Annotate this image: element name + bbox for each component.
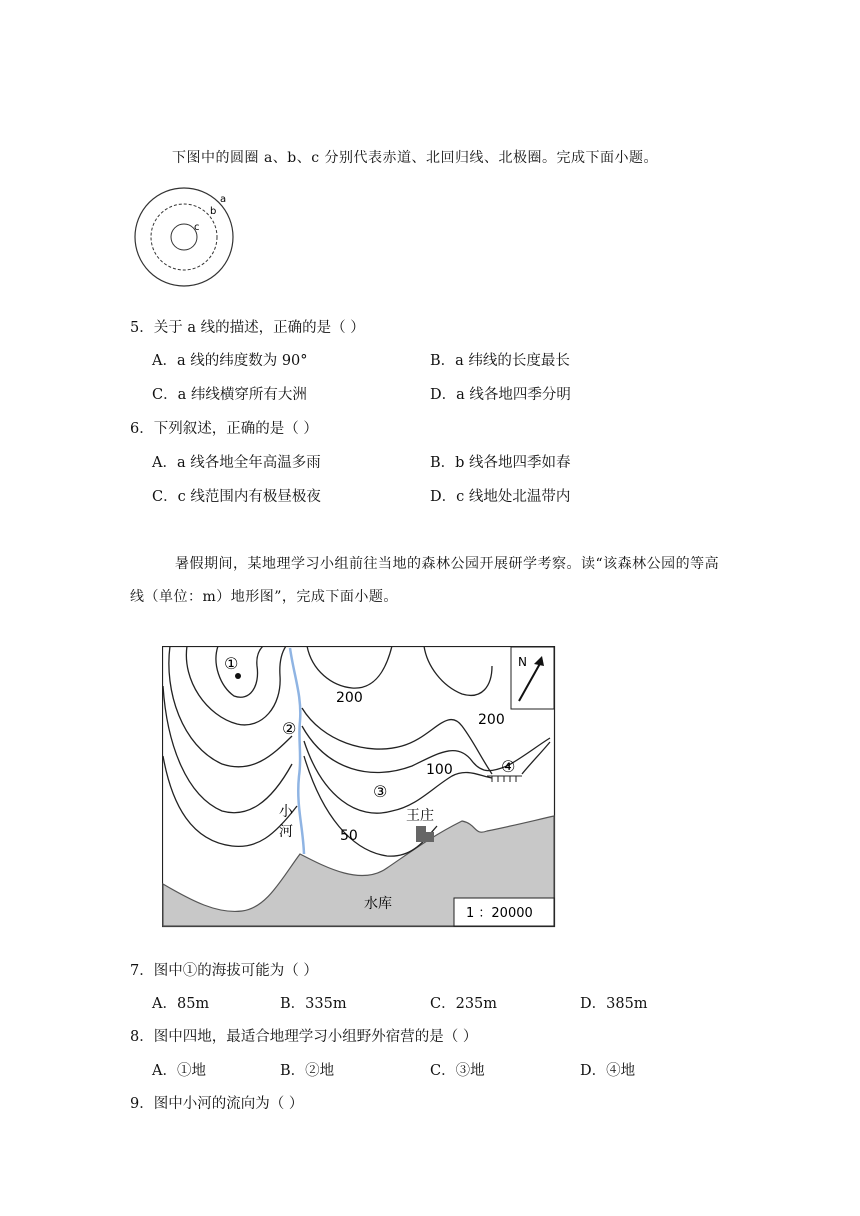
q6-option-a[interactable]: A．a 线各地全年高温多雨 [152, 455, 321, 471]
contour-label-50: 50 [340, 828, 358, 844]
q6-option-d[interactable]: D．c 线地处北温带内 [430, 489, 571, 505]
circle-a [135, 188, 233, 286]
question-5-stem: 5．关于 a 线的描述，正确的是（ ） [130, 320, 365, 336]
question-6-stem: 6．下列叙述，正确的是（ ） [130, 421, 318, 437]
question-8-stem: 8．图中四地，最适合地理学习小组野外宿营的是（ ） [130, 1029, 478, 1045]
q8-option-d[interactable]: D．④地 [580, 1063, 636, 1079]
intro-text-2-line2: 线（单位：m）地形图”，完成下面小题。 [130, 589, 398, 605]
circle-label-c: c [194, 222, 200, 233]
q6-option-b[interactable]: B．b 线各地四季如春 [430, 455, 571, 471]
q6-option-c[interactable]: C．c 线范围内有极昼极夜 [152, 489, 321, 505]
circle-label-a: a [220, 194, 227, 205]
circle-label-b: b [210, 206, 217, 217]
intro-text-2-line1: 暑假期间，某地理学习小组前往当地的森林公园开展研学考察。读“该森林公园的等高 [175, 556, 720, 572]
q8-option-c[interactable]: C．③地 [430, 1063, 485, 1079]
question-9-stem: 9．图中小河的流向为（ ） [130, 1096, 304, 1112]
intro-text-1: 下图中的圆圈 a、b、c 分别代表赤道、北回归线、北极圈。完成下面小题。 [172, 150, 659, 166]
point-1-label: ① [224, 654, 239, 673]
contour-map [162, 646, 556, 928]
q5-option-a[interactable]: A．a 线的纬度数为 90° [152, 353, 308, 369]
question-7-stem: 7．图中①的海拔可能为（ ） [130, 963, 318, 979]
point-2-label: ② [282, 719, 297, 738]
contour-label-200-left: 200 [336, 690, 363, 706]
point-4-label: ④ [501, 757, 516, 776]
q8-option-b[interactable]: B．②地 [280, 1063, 335, 1079]
q7-option-c[interactable]: C．235m [430, 996, 498, 1012]
map-scale: 1 ：20000 [466, 906, 533, 921]
q7-option-a[interactable]: A．85m [152, 996, 210, 1012]
river-label-char1: 小 [279, 804, 293, 820]
river-label-char2: 河 [279, 824, 293, 840]
village-label: 王庄 [406, 808, 434, 824]
north-label: N [518, 655, 527, 669]
point-3-label: ③ [373, 782, 388, 801]
q5-option-d[interactable]: D．a 线各地四季分明 [430, 387, 571, 403]
q7-option-b[interactable]: B．335m [280, 996, 347, 1012]
circle-b [151, 204, 217, 270]
contour-label-200-right: 200 [478, 712, 505, 728]
latitude-circles-figure [128, 182, 240, 292]
q5-option-b[interactable]: B．a 纬线的长度最长 [430, 353, 570, 369]
reservoir-label: 水库 [364, 896, 392, 912]
q8-option-a[interactable]: A．①地 [152, 1063, 206, 1079]
q7-option-d[interactable]: D．385m [580, 996, 648, 1012]
summit-dot-icon [235, 673, 241, 679]
q5-option-c[interactable]: C．a 纬线横穿所有大洲 [152, 387, 307, 403]
contour-label-100: 100 [426, 762, 453, 778]
